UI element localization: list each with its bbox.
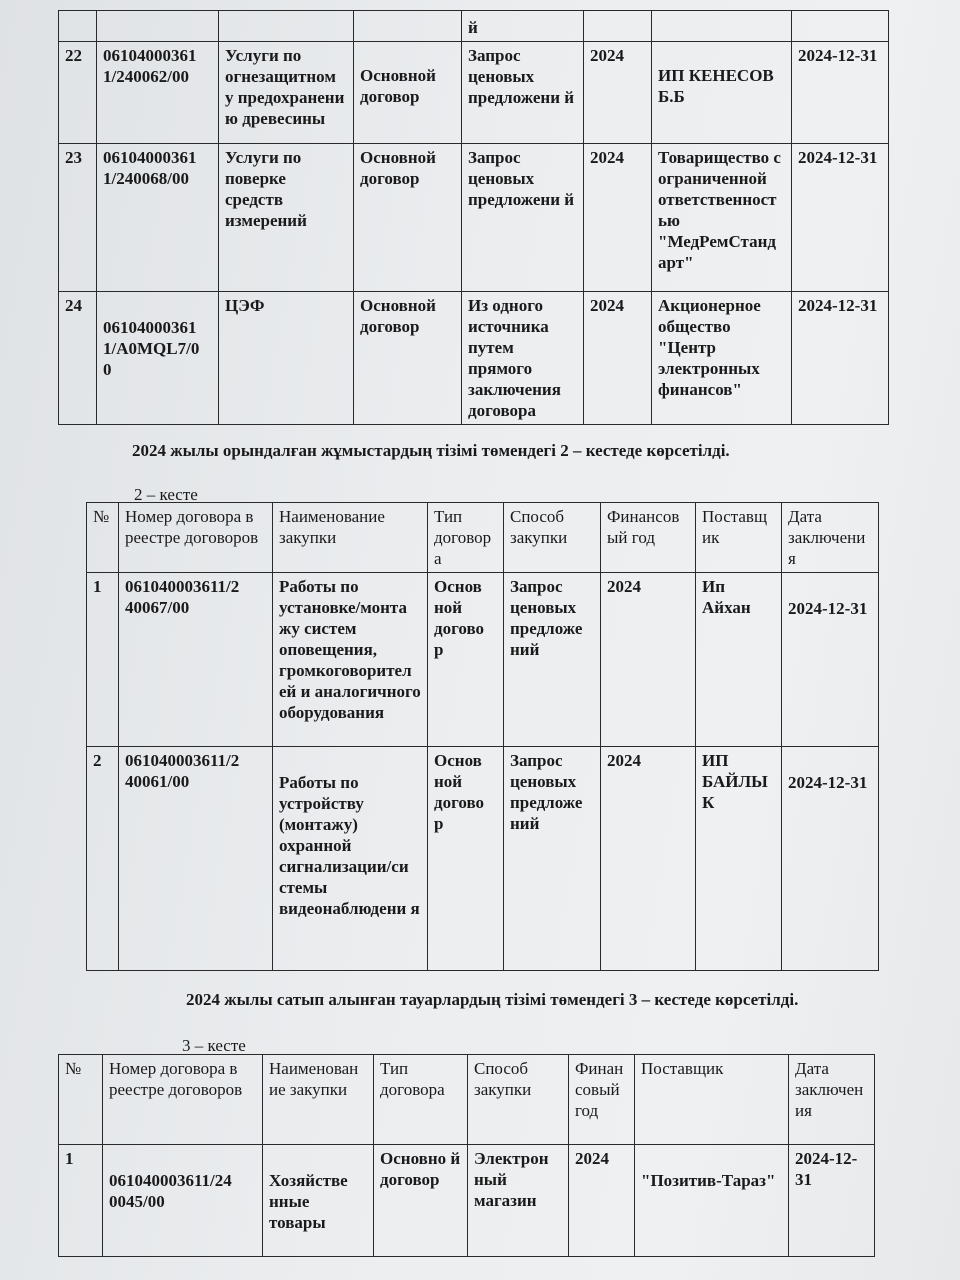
supplier: "Позитив-Тараз" <box>635 1145 789 1257</box>
table-row <box>87 747 879 971</box>
supplier: Ип Айхан <box>696 573 782 747</box>
header-date: Дата заключения <box>789 1055 875 1145</box>
header-type: Тип договора <box>374 1055 468 1145</box>
header-year: Финансовый год <box>569 1055 635 1145</box>
contract-number: 061040003611/2 40061/00 <box>119 747 273 971</box>
conclusion-date: 2024-12-31 <box>782 573 879 747</box>
supplier: Товарищество с ограниченной ответственност ью "МедРемСтанд арт" <box>652 144 792 292</box>
table-row <box>87 573 879 747</box>
financial-year: 2024 <box>601 573 696 747</box>
row-number: 2 <box>87 747 119 971</box>
purchase-method: Запрос ценовых предложе ний <box>504 573 601 747</box>
contract-type: Основ ной догово р <box>428 747 504 971</box>
contract-number: 061040003611/24 0045/00 <box>103 1145 263 1257</box>
row-number: 24 <box>59 292 97 425</box>
purchase-name: Хозяйстве нные товары <box>263 1145 374 1257</box>
purchase-name: ЦЭФ <box>219 292 354 425</box>
purchase-method: Запрос ценовых предложени й <box>462 42 584 144</box>
header-type: Тип договора <box>428 503 504 573</box>
table-header-row <box>59 1055 875 1145</box>
row-number: 1 <box>59 1145 103 1257</box>
header-contract: Номер договора в реестре договоров <box>119 503 273 573</box>
conclusion-date: 2024-12-31 <box>782 747 879 971</box>
table-row <box>59 11 889 42</box>
purchase-name: Услуги по огнезащитном у предохранени ю древесины <box>219 42 354 144</box>
purchase-name: Работы по устройству (монтажу) охранной сигнализации/си стемы видеонаблюдени я <box>273 747 428 971</box>
table-2-caption: 2024 жылы орындалған жұмыстардың тізімі төмендегі 2 – кестеде көрсетілді. <box>132 441 730 460</box>
contract-type: Основной договор <box>354 42 462 144</box>
financial-year: 2024 <box>584 292 652 425</box>
purchase-method: Запрос ценовых предложени й <box>462 144 584 292</box>
table-3-label: 3 – кесте <box>182 1036 246 1055</box>
header-num: № <box>59 1055 103 1145</box>
table-3-caption: 2024 жылы сатып алынған тауарлардың тізімі төмендегі 3 – кестеде көрсетілді. <box>186 990 799 1009</box>
conclusion-date: 2024-12-31 <box>792 42 889 144</box>
table-header-row <box>87 503 879 573</box>
header-num: № <box>87 503 119 573</box>
conclusion-date: 2024-12-31 <box>792 144 889 292</box>
table-row <box>59 292 889 425</box>
table-cell: й <box>462 11 584 42</box>
table-2-label: 2 – кесте <box>134 485 198 504</box>
contract-type: Основной договор <box>354 292 462 425</box>
table-row <box>59 144 889 292</box>
row-number: 22 <box>59 42 97 144</box>
header-supplier: Поставщик <box>696 503 782 573</box>
header-name: Наименование закупки <box>263 1055 374 1145</box>
header-supplier: Поставщик <box>635 1055 789 1145</box>
contracts-table-1 <box>58 10 889 425</box>
contract-number: 06104000361 1/240062/00 <box>97 42 219 144</box>
purchase-method: Электрон ный магазин <box>468 1145 569 1257</box>
supplier: Акционерное общество "Центр электронных финансов" <box>652 292 792 425</box>
header-method: Способ закупки <box>504 503 601 573</box>
contract-number: 06104000361 1/A0MQL7/0 0 <box>97 292 219 425</box>
works-table-2 <box>86 502 879 971</box>
purchase-method: Из одного источника путем прямого заключения договора <box>462 292 584 425</box>
contract-number: 06104000361 1/240068/00 <box>97 144 219 292</box>
table-row <box>59 1145 875 1257</box>
financial-year: 2024 <box>569 1145 635 1257</box>
goods-table-3 <box>58 1054 875 1257</box>
table-row <box>59 42 889 144</box>
purchase-name: Работы по установке/монта жу систем оповещения, громкоговорител ей и аналогичного оборудования <box>273 573 428 747</box>
purchase-method: Запрос ценовых предложе ний <box>504 747 601 971</box>
row-number: 1 <box>87 573 119 747</box>
financial-year: 2024 <box>584 144 652 292</box>
header-contract: Номер договора в реестре договоров <box>103 1055 263 1145</box>
contract-type: Основно й договор <box>374 1145 468 1257</box>
contract-type: Основной договор <box>354 144 462 292</box>
purchase-name: Услуги по поверке средств измерений <box>219 144 354 292</box>
header-year: Финансовый год <box>601 503 696 573</box>
supplier: ИП БАЙЛЫ К <box>696 747 782 971</box>
header-name: Наименование закупки <box>273 503 428 573</box>
contract-number: 061040003611/2 40067/00 <box>119 573 273 747</box>
header-method: Способ закупки <box>468 1055 569 1145</box>
conclusion-date: 2024-12-31 <box>789 1145 875 1257</box>
conclusion-date: 2024-12-31 <box>792 292 889 425</box>
financial-year: 2024 <box>601 747 696 971</box>
supplier: ИП КЕНЕСОВ Б.Б <box>652 42 792 144</box>
financial-year: 2024 <box>584 42 652 144</box>
row-number: 23 <box>59 144 97 292</box>
header-date: Дата заключения <box>782 503 879 573</box>
contract-type: Основ ной догово р <box>428 573 504 747</box>
